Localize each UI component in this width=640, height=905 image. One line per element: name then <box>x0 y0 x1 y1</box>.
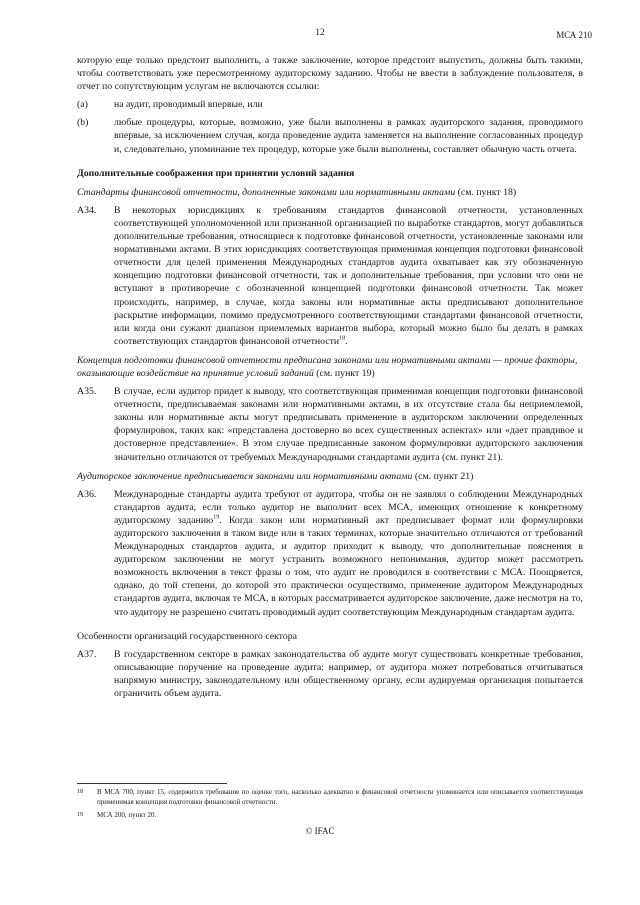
paragraph-text: В случае, если аудитор придет к выводу, что соответствующая применимая концепция подготовки финансовой отчетности, предписываемая законами или нормативными актами, в их отсутствие стала бы неприемлемой, законы или нормативные акты могут предписывать применение в аудиторском заключении определенных формулировок, таких как: «представлена достоверно во всех существенных аспектах» или «дает правдивое и достоверное представление». В этом случае предписанные законом формулировки аудиторского заключения значительно отличаются от требуемых Международными стандартами аудита (см. пункт 21). <box>114 386 583 463</box>
footnote-divider <box>77 783 227 784</box>
intro-paragraph: которую еще только предстоит выполнить, а также заключение, которое предстоит выпустить, должны быть такими, чтобы соответствовать уже пересмотренному аудиторскому заданию. Чтобы не ввести в заблуждение пользователя, в отчет по сопутствующим услугам не включаются ссылки: <box>77 55 583 93</box>
paragraph-a35 <box>77 385 583 464</box>
paragraph-label: A37. <box>77 648 97 660</box>
copyright-footer: © IFAC <box>305 826 335 836</box>
footnote-text: МСА 200, пункт 20. <box>97 811 157 819</box>
subheading-title: Концепция подготовки финансовой отчетности предписана законами или нормативными актами — прочие факторы, оказывающие воздействие на принятие условий заданий <box>77 354 578 379</box>
section-heading-public-sector: Особенности организаций государственного сектора <box>77 630 297 642</box>
list-item-label: (a) <box>77 99 88 111</box>
paragraph-reference: (см. пункт 19) <box>316 367 375 379</box>
page-number: 12 <box>315 28 325 38</box>
paragraph-text: В государственном секторе в рамках законодательства об аудите могут существовать конкретные требования, описывающие поручение на проведение аудита: например, от аудитора может потребоваться отчитываться напрямую министру, законодательному или общественному органу, если аудируемая организация попытается ограничить объем аудита. <box>114 648 583 700</box>
footnote <box>77 788 583 807</box>
subheading-standards <box>77 186 583 199</box>
paragraph-a37 <box>77 648 583 700</box>
footnotes <box>77 788 583 825</box>
footnote-text: В МСА 700, пункт 15, содержится требование по оценке того, насколько адекватно в финансовой отчетности упоминается или описывается соответствующая применимая концепция подготовки финансовой отчетности. <box>97 788 583 806</box>
paragraph-text <box>114 204 583 348</box>
standard-code: МСА 210 <box>556 30 592 40</box>
paragraph-a34 <box>77 204 583 348</box>
main-content <box>77 54 583 700</box>
paragraph-label: A34. <box>77 204 97 216</box>
footnote <box>77 811 583 821</box>
section-heading-additional: Дополнительные соображения при принятии условий задания <box>77 167 355 179</box>
footnote-ref: 19 <box>213 514 220 521</box>
list-item <box>77 98 583 111</box>
footnote-number: 19 <box>77 812 83 818</box>
subheading-title: Аудиторское заключение предписывается законами или нормативными актами <box>77 470 413 482</box>
list-item <box>77 116 583 155</box>
footnote-ref: 18 <box>339 335 346 342</box>
list-item-text: любые процедуры, которые, возможно, уже были выполнены в рамках аудиторского задания, проводимого впервые, за исключением случая, когда проведение аудита заменяется на выполнение согласованных процедур и, следовательно, упоминание тех процедур, которые уже были выполнены, составляет обычную часть отчета. <box>114 117 583 155</box>
list-item-label: (b) <box>77 117 89 129</box>
paragraph-label: A36. <box>77 488 97 500</box>
paragraph-text <box>114 488 583 619</box>
paragraph-a36 <box>77 488 583 619</box>
paragraph-reference: (см. пункт 18) <box>457 186 517 198</box>
paragraph-body: Международные стандарты аудита требуют от аудитора, чтобы он не заявлял о соблюдении Международных стандартов аудита, если только аудитор не выполнит всех МСА, имеющих отношение к конкретному аудиторскому заданию <box>114 488 583 526</box>
footnote-number: 18 <box>77 789 83 795</box>
paragraph-end: . <box>345 335 348 347</box>
subheading-title: Стандарты финансовой отчетности, дополненные законами или нормативными актами <box>77 186 456 198</box>
subheading-framework <box>77 354 583 380</box>
subheading-report-prescribed <box>77 470 583 483</box>
paragraph-body: В некоторых юрисдикциях к требованиям стандартов финансовой отчетности, установленных соответствующей уполномоченной или признанной организацией по выработке стандартов, могут добавляться дополнительные требования, относящиеся к подготовке финансовой отчетности, установленные законами или нормативными актами. В этих юрисдикциях соответствующая применимая концепция подготовки финансовой отчетности для целей применения Международных стандартов аудита охватывает как эту обозначенную концепцию подготовки финансовой отчетности, так и дополнительные требования, при условии что они не вступают в противоречие с обозначенной концепцией подготовки финансовой отчетности. Так может происходить, например, в случае, когда законы или нормативные акты предписывают дополнительное раскрытие информации, помимо предусмотренного соответствующими стандартами финансовой отчетности, или когда они сужают диапазон приемлемых вариантов выбора, который можно было бы делать в рамках соответствующих стандартов финансовой отчетности <box>114 204 583 347</box>
paragraph-body-cont: . Когда закон или нормативный акт предписывает формат или формулировки аудиторского заключения в таком виде или в таких терминах, которые значительно отличаются от требований Международных стандартов аудита, и аудитор приходит к выводу, что дополнительные пояснения в аудиторском заключении не могут устранить возможного непонимания, аудитор может рассмотреть возможность включения в текст фразы о том, что аудит не проводился в соответствии с МСА. Поощряется, однако, до той степени, до которой это практически осуществимо, применение аудитором Международных стандартов аудита, включая те МСА, в которых рассматривается аудиторское заключение, даже несмотря на то, что аудитору не разрешено считать проводимый аудит соответствующим Международным стандартам аудита. <box>114 514 583 618</box>
paragraph-reference: (см. пункт 21) <box>414 470 474 482</box>
list-item-text: на аудит, проводимый впервые, или <box>114 99 263 111</box>
paragraph-label: A35. <box>77 386 97 398</box>
